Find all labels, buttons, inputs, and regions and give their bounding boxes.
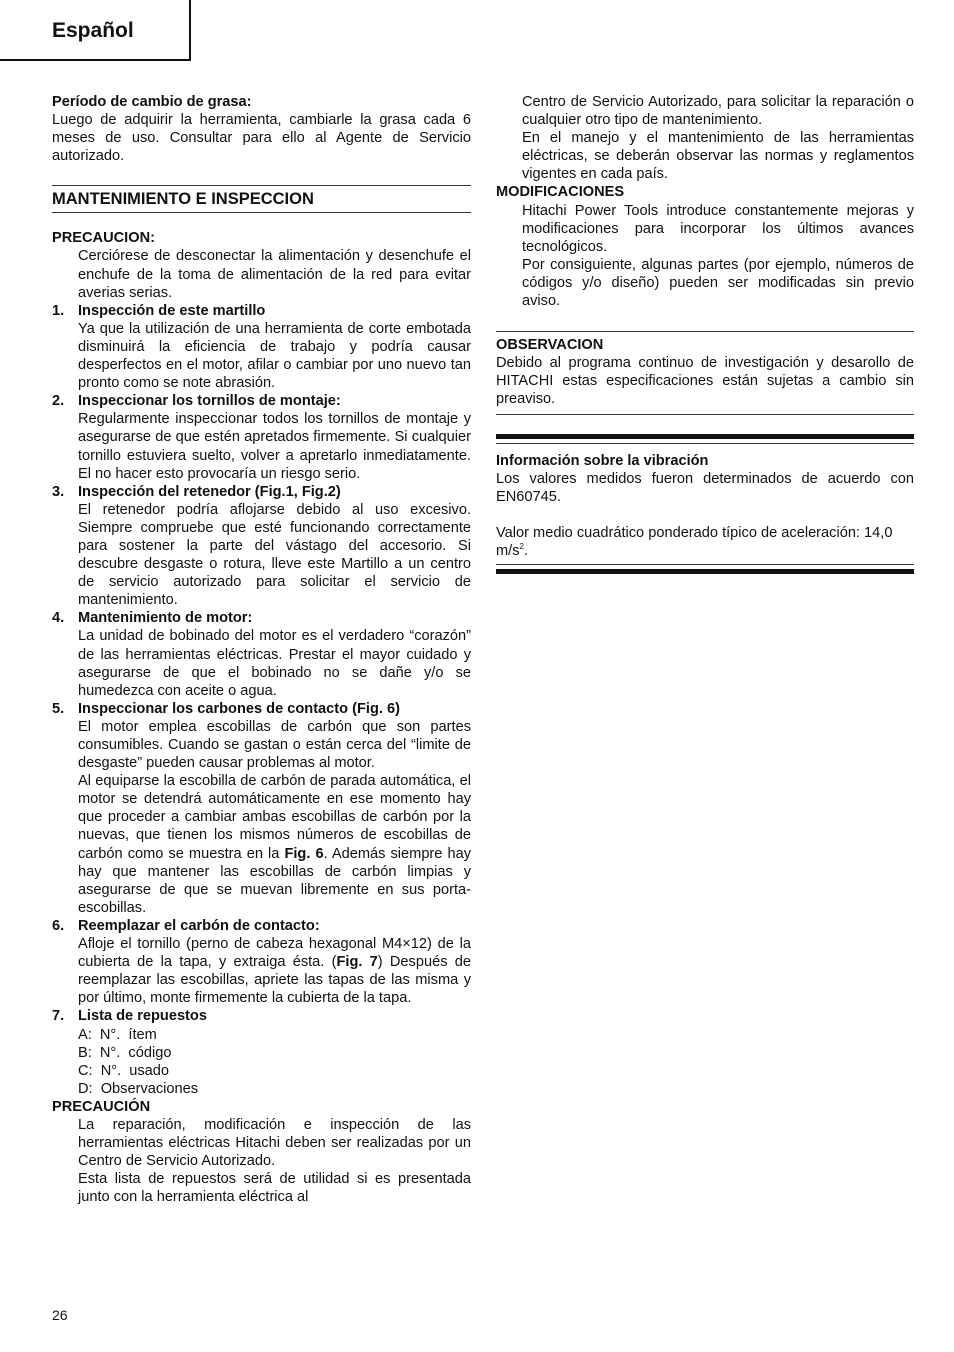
item-5-text: El motor emplea escobillas de carbón que son partes consumibles. Cuando se gastan o están cerca del “limite de desgaste” pueden causar problemas al motor. bbox=[78, 718, 471, 772]
continued-text-2: En el manejo y el mantenimiento de las herramientas eléctricas, se deberán observar las normas y reglamentos vigentes en cada país. bbox=[522, 130, 914, 183]
parts-list-item: C: N°. usado bbox=[78, 1062, 170, 1079]
modifications-text-1: Hitachi Power Tools introduce constantemente mejoras y modificaciones para incorporar los últimos avances tecnológicos. bbox=[522, 202, 914, 255]
language-tab bbox=[0, 0, 191, 61]
language-label: Español bbox=[52, 19, 134, 42]
caution-text: Cerciórese de desconectar la alimentación y desenchufe el enchufe de la toma de alimentación de la red para evitar averias serias. bbox=[78, 248, 471, 301]
item-1-heading: 1. Inspección de este martillo bbox=[52, 302, 266, 319]
item-6-heading: 6. Reemplazar el carbón de contacto: bbox=[52, 917, 320, 934]
modifications-title: MODIFICACIONES bbox=[496, 184, 625, 201]
item-5-text-2: Al equiparse la escobilla de carbón de parada automática, el motor se detendrá automáticamente en ese momento hay que proceder a cambiar ambas escobillas de carbón por la nuevas, que tienen los mismos números de escobillas de carbón como se muestra en la Fig. 6. Además siempre hay hay que mantener las escobillas de carbón limpias y asegurarse de que se muevan libremente en sus porta-escobillas. bbox=[78, 773, 472, 916]
left-column bbox=[52, 93, 471, 1206]
grease-title: Período de cambio de grasa: bbox=[52, 94, 252, 110]
item-5-heading: 5. Inspeccionar los carbones de contacto (Fig. 6) bbox=[52, 700, 400, 717]
section-title: MANTENIMIENTO E INSPECCION bbox=[52, 185, 471, 213]
item-1-text: Ya que la utilización de una herramienta de corte embotada disminuirá la eficiencia de trabajo y podría causar desperfectos en el motor, afilar o cambiar por uno nuevo tan pronto como se note abrasión. bbox=[78, 320, 471, 392]
item-4-heading: 4. Mantenimiento de motor: bbox=[52, 610, 253, 627]
right-column bbox=[496, 93, 914, 574]
grease-text: Luego de adquirir la herramienta, cambiarle la grasa cada 6 meses de uso. Consultar para ello al Agente de Servicio autorizado. bbox=[52, 112, 471, 165]
item-3-heading: 3. Inspección del retenedor (Fig.1, Fig.2) bbox=[52, 483, 341, 500]
continued-text-1: Centro de Servicio Autorizado, para solicitar la reparación o cualquier otro tipo de mantenimiento. bbox=[522, 94, 914, 129]
caution-2-text-2: Esta lista de repuestos será de utilidad si es presentada junto con la herramienta eléctrica al bbox=[78, 1171, 471, 1206]
parts-list-item: D: Observaciones bbox=[78, 1080, 199, 1097]
vibration-title: Información sobre la vibración bbox=[496, 452, 709, 469]
page-number: 26 bbox=[52, 1307, 68, 1323]
vibration-text-1: Los valores medidos fueron determinados de acuerdo con EN60745. bbox=[496, 470, 914, 505]
vibration-text-2: Valor medio cuadrático ponderado típico de aceleración: 14,0 $m/s^2$. bbox=[496, 524, 893, 559]
item-7-heading: 7. Lista de repuestos bbox=[52, 1008, 207, 1025]
observation-title: OBSERVACION bbox=[496, 337, 604, 354]
modifications-text-2: Por consiguiente, algunas partes (por ejemplo, números de códigos y/o diseño) pueden ser modificadas sin previo aviso. bbox=[522, 256, 914, 310]
item-6-text: Afloje el tornillo (perno de cabeza hexagonal M4×12) de la cubierta de la tapa, y extraiga ésta. (Fig. 7) Después de reemplazar las escobillas, apriete las tapas de las misma y por último, monte firmemente la cubierta de la tapa. bbox=[78, 936, 471, 1007]
item-4-text: La unidad de bobinado del motor es el verdadero “corazón” de las herramientas eléctricas. Prestar el mayor cuidado y asegurarse de que el bobinado no se dañe y/o se humedezca con aceite o agua. bbox=[78, 628, 471, 699]
caution-2-title: PRECAUCIÓN bbox=[52, 1098, 151, 1115]
item-2-heading: 2. Inspeccionar los tornillos de montaje: bbox=[52, 393, 341, 410]
item-3-text: El retenedor podría aflojarse debido al uso excesivo. Siempre compruebe que esté funcionando correctamente para sostener la parte del vástago del accesorio. Si descubre desgaste o rotura, lleve este Martillo a un centro de servicio autorizado para solicitar el servicio de mantenimiento. bbox=[78, 501, 471, 609]
caution-title: PRECAUCION: bbox=[52, 230, 155, 247]
parts-list-item: A: N°. ítem bbox=[78, 1026, 157, 1043]
parts-list-item: B: N°. código bbox=[78, 1044, 172, 1061]
observation-text: Debido al programa continuo de investigación y desarollo de HITACHI estas especificaciones están sujetas a cambio sin preaviso. bbox=[496, 355, 914, 408]
item-2-text: Regularmente inspeccionar todos los tornillos de montaje y asegurarse de que estén apretados firmemente. Si cualquier tornillo estuviera suelto, volver a apretarlo inmediatamente. El no hacer esto provocaría un riesgo serio. bbox=[78, 411, 471, 482]
thick-divider bbox=[496, 569, 914, 574]
caution-2-text-1: La reparación, modificación e inspección de las herramientas eléctricas Hitachi deben ser realizadas por un Centro de Servicio Autorizado. bbox=[78, 1116, 471, 1170]
